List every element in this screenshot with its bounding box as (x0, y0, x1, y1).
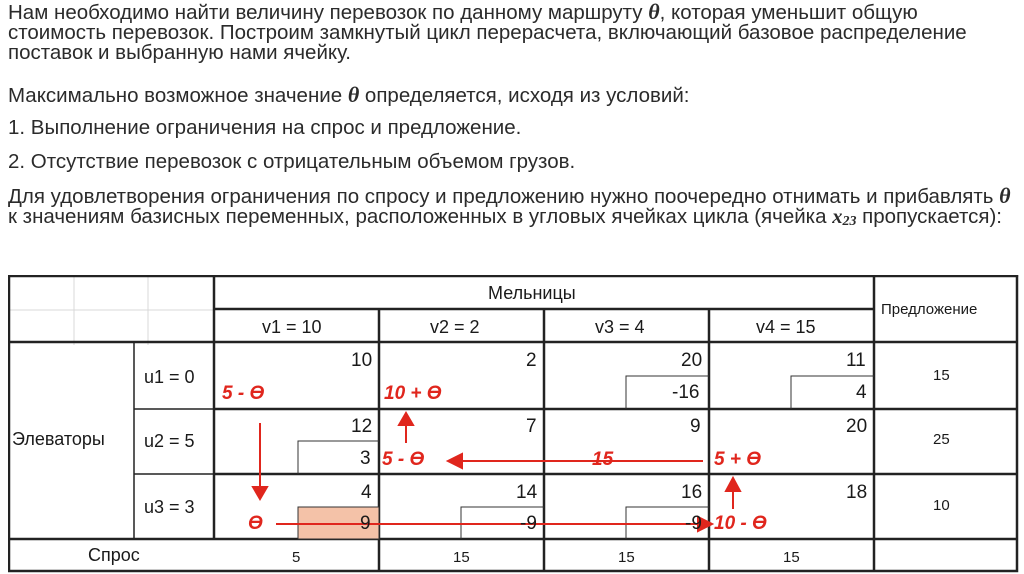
cost-r1-c3: 20 (681, 350, 703, 371)
cost-r1-c2: 2 (526, 350, 537, 371)
table-grid (8, 275, 1019, 573)
theta-symbol: θ (347, 82, 360, 107)
max-value-text-b: определяется, исходя из условий: (359, 84, 690, 107)
cycle-mark-r2-c2: 5 - ϴ (382, 449, 425, 470)
cost-r2-c4: 20 (846, 416, 868, 437)
cycle-mark-r1-c1: 5 - ϴ (222, 383, 265, 404)
demand-c4: 15 (783, 549, 800, 566)
cost-r2-c3: 9 (690, 416, 701, 437)
cost-r1-c1: 10 (351, 350, 373, 371)
cycle-text-a: Для удовлетворения ограничения по спросу и предложению нужно поочередно отнимать и прибавлять (8, 185, 1000, 208)
cycle-text-b: к значениям базисных переменных, расположенных в угловых ячейках цикла (ячейка (8, 205, 833, 228)
delta-r1-c3: -16 (672, 382, 700, 403)
delta-r3-c2: -9 (520, 513, 537, 534)
demand-c3: 15 (618, 549, 635, 566)
delta-r3-c1: 9 (360, 513, 371, 534)
theta-symbol: θ (648, 0, 660, 24)
cycle-mark-r3-c1: ϴ (248, 513, 263, 534)
supply-r2: 25 (933, 431, 950, 448)
cycle-mark-r2-c3: 15 (592, 449, 614, 470)
cycle-mark-r2-c4: 5 + ϴ (714, 449, 761, 470)
cost-r3-c1: 4 (361, 482, 372, 503)
delta-r1-c4: 4 (856, 382, 867, 403)
column-header-v2: v2 = 2 (430, 317, 480, 337)
cost-r2-c2: 7 (526, 416, 537, 437)
variable-x: x (832, 206, 843, 228)
cycle-paragraph (8, 183, 1018, 230)
mills-header: Мельницы (488, 283, 576, 303)
demand-c1: 5 (292, 549, 301, 566)
intro-paragraph (8, 2, 1018, 63)
max-value-text-a: Максимально возможное значение (8, 84, 348, 107)
cost-r1-c4: 11 (846, 350, 866, 371)
theta-symbol: θ (999, 183, 1011, 208)
transport-table (8, 275, 1019, 573)
elevators-label: Элеваторы (12, 429, 105, 449)
cost-r2-c1: 12 (351, 416, 373, 437)
supply-r3: 10 (933, 497, 950, 514)
variable-subscript: 23 (842, 214, 857, 229)
cycle-text-c: пропускается): (856, 205, 1002, 228)
cost-r3-c3: 16 (681, 482, 703, 503)
intro-text-a: Нам необходимо найти величину перевозок по данному маршруту (8, 1, 649, 24)
delta-r2-c1: 3 (360, 448, 371, 469)
cycle-mark-r1-c2: 10 + ϴ (384, 383, 442, 404)
row-label-u1: u1 = 0 (144, 367, 195, 387)
cost-r3-c2: 14 (516, 482, 538, 503)
supply-header: Предложение (881, 301, 978, 318)
demand-label: Спрос (88, 545, 140, 565)
delta-r3-c3: -9 (685, 513, 702, 534)
cycle-mark-r3-c4: 10 - ϴ (714, 513, 767, 534)
column-header-v4: v4 = 15 (756, 317, 816, 337)
row-label-u2: u2 = 5 (144, 431, 195, 451)
max-value-paragraph (8, 82, 1018, 107)
column-header-v1: v1 = 10 (262, 317, 322, 337)
column-header-v3: v3 = 4 (595, 317, 645, 337)
row-label-u3: u3 = 3 (144, 497, 195, 517)
demand-c2: 15 (453, 549, 470, 566)
intro-text-b: , которая уменьшит общую стоимость перевозок. Построим замкнутый цикл перерасчета, включающий базовое распределение поставок и выбранную нами ячейку. (8, 1, 967, 64)
cost-r3-c4: 18 (846, 482, 868, 503)
condition-2: 2. Отсутствие перевозок с отрицательным объемом грузов. (8, 150, 576, 173)
condition-1: 1. Выполнение ограничения на спрос и предложение. (8, 116, 522, 139)
supply-r1: 15 (933, 367, 950, 384)
